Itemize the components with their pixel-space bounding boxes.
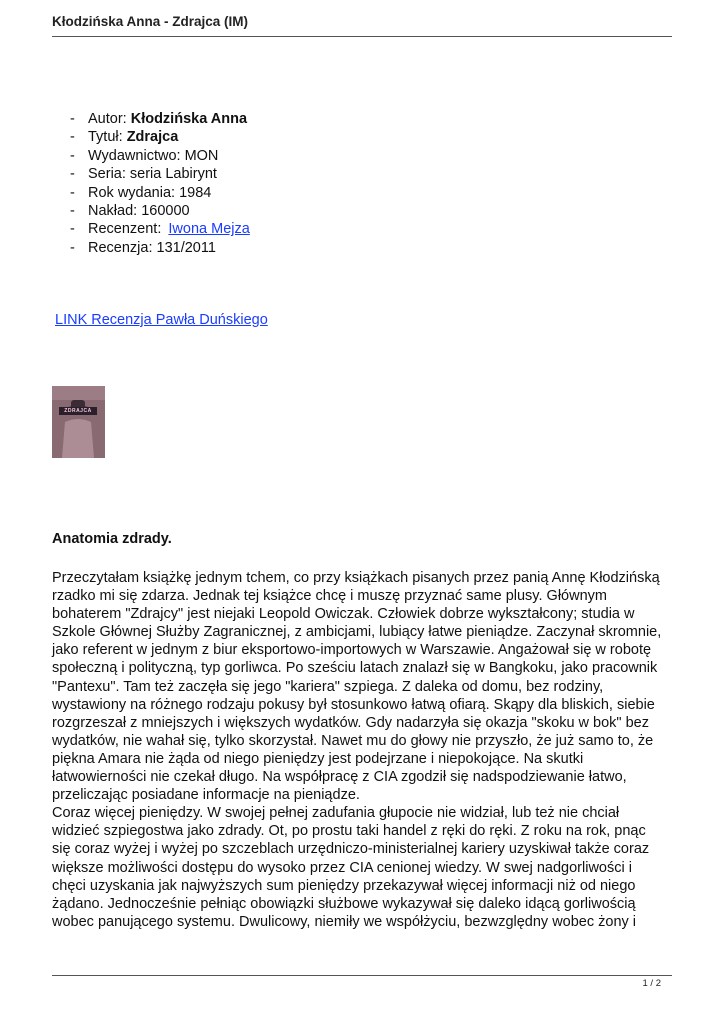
header-divider <box>52 36 672 37</box>
article-line: żądano. Jednocześnie pełniąc obowiązki służbowe wykazywał się daleko idącą gorliwością <box>52 895 636 912</box>
meta-title <box>70 128 250 146</box>
meta-publisher-text: Wydawnictwo: MON <box>88 147 219 164</box>
cover-title-text: ZDRAJCA <box>59 407 97 415</box>
page-header-title: Kłodzińska Anna - Zdrajca (IM) <box>52 14 249 29</box>
meta-print-run <box>70 202 250 220</box>
bullet-dash: - <box>70 166 75 183</box>
meta-series <box>70 165 250 183</box>
bullet-dash: - <box>70 111 75 127</box>
meta-author <box>70 110 250 128</box>
article-body <box>52 569 682 931</box>
book-cover-image[interactable] <box>52 386 105 458</box>
article-line: rzadko mi się zdarza. Jednak tej książce chcę i muszę przyznać same plusy. Głównym <box>52 588 607 605</box>
article-line: "Pantexu". Tam też zaczęła się jego "kariera" szpiega. Z daleka od domu, bez rodziny, <box>52 678 604 695</box>
article-line: rozgrzeszał z mniejszych i większych wydatków. Gdy nadarzyła się okazja "skoku w bok" bez <box>52 714 649 731</box>
bullet-dash: - <box>70 239 75 256</box>
book-metadata-list <box>70 110 250 257</box>
reviewer-link[interactable]: Iwona Mejza <box>168 221 250 238</box>
meta-year <box>70 184 250 202</box>
article-line: wydatków, nie wahał się, tylko skorzystał. Nawet mu do głowy nie przyszło, że już samo to, że <box>52 732 654 749</box>
article-line: łatwowierności nie czekał długo. Na współpracę z CIA zgodził się nadspodziewanie łatwo, <box>52 769 627 786</box>
meta-print-run-text: Nakład: 160000 <box>88 203 190 220</box>
meta-title-value: Zdrajca <box>126 129 179 146</box>
bullet-dash: - <box>70 221 75 238</box>
article-line: wystawiony na różnego rodzaju pokusy był stosunkowo łatwą ofiarą. Skąpy dla bliskich, siebie <box>52 696 655 713</box>
meta-author-value: Kłodzińska Anna <box>130 111 248 127</box>
bullet-dash: - <box>70 203 75 220</box>
article-line: piękna Amara nie żąda od niego pieniędzy jest podejrzane i niepokojące. Na skutki <box>52 750 584 767</box>
meta-reviewer-label: Recenzent: <box>88 221 166 238</box>
meta-reviewer <box>70 220 250 238</box>
other-review-link[interactable]: LINK Recenzja Pawła Duńskiego <box>55 312 268 328</box>
article-line: się coraz wyżej i wyżej po szczeblach urzędniczo-ministerialnej kariery uzyskiwał także coraz <box>52 841 650 858</box>
article-line: społeczną i polityczną, typ gorliwca. Po sześciu latach znalazł się w Bangkoku, jako pracownik <box>52 660 658 677</box>
meta-review-number-text: Recenzja: 131/2011 <box>88 239 216 256</box>
article-heading: Anatomia zdrady. <box>52 531 172 547</box>
article-line: Szkole Głównej Służby Zagranicznej, z ambicjami, lubiący łatwe pieniądze. Zaczynał skromnie, <box>52 624 662 641</box>
bullet-dash: - <box>70 184 75 201</box>
article-line: jako referent w jednym z biur eksportowo-importowych w Warszawie. Angażował się w robotę <box>52 642 652 659</box>
article-line: większe możliwości dostępu do wysoko przez CIA cenionej wiedzy. W swej nadgorliwości i <box>52 859 632 876</box>
article-line: przeliczając posiadane informacje na pieniądze. <box>52 787 360 804</box>
article-line: wobec panującego systemu. Dwulicowy, niemiły we współżyciu, bezwzględny wobec żony i <box>52 913 637 930</box>
bullet-dash: - <box>70 129 75 146</box>
article-line: chęci uzyskania jak najwyższych sum pieniędzy przekazywał więcej informacji niż od niego <box>52 877 636 894</box>
footer-divider <box>52 975 672 976</box>
meta-title-label: Tytuł: <box>88 129 127 146</box>
meta-year-text: Rok wydania: 1984 <box>88 184 212 201</box>
article-line: Coraz więcej pieniędzy. W swojej pełnej zadufania głupocie nie widział, lub też nie chciał <box>52 805 620 822</box>
cover-figure-illustration <box>52 386 105 458</box>
meta-review-number <box>70 239 250 257</box>
bullet-dash: - <box>70 147 75 164</box>
article-line: bohaterem "Zdrajcy" jest niejaki Leopold Owiczak. Człowiek dobrze wykształcony; studia w <box>52 606 635 623</box>
meta-publisher <box>70 147 250 165</box>
meta-author-label: Autor: <box>88 111 131 127</box>
meta-series-text: Seria: seria Labirynt <box>88 166 217 183</box>
article-line: Przeczytałam książkę jednym tchem, co przy książkach pisanych przez panią Annę Kłodzińską <box>52 570 660 586</box>
article-line: widzieć szpiegostwa jako zdrady. Ot, po prostu taki handel z ręki do ręki. Z roku na rok, pnąc <box>52 823 646 840</box>
page-number: 1 / 2 <box>642 978 661 989</box>
